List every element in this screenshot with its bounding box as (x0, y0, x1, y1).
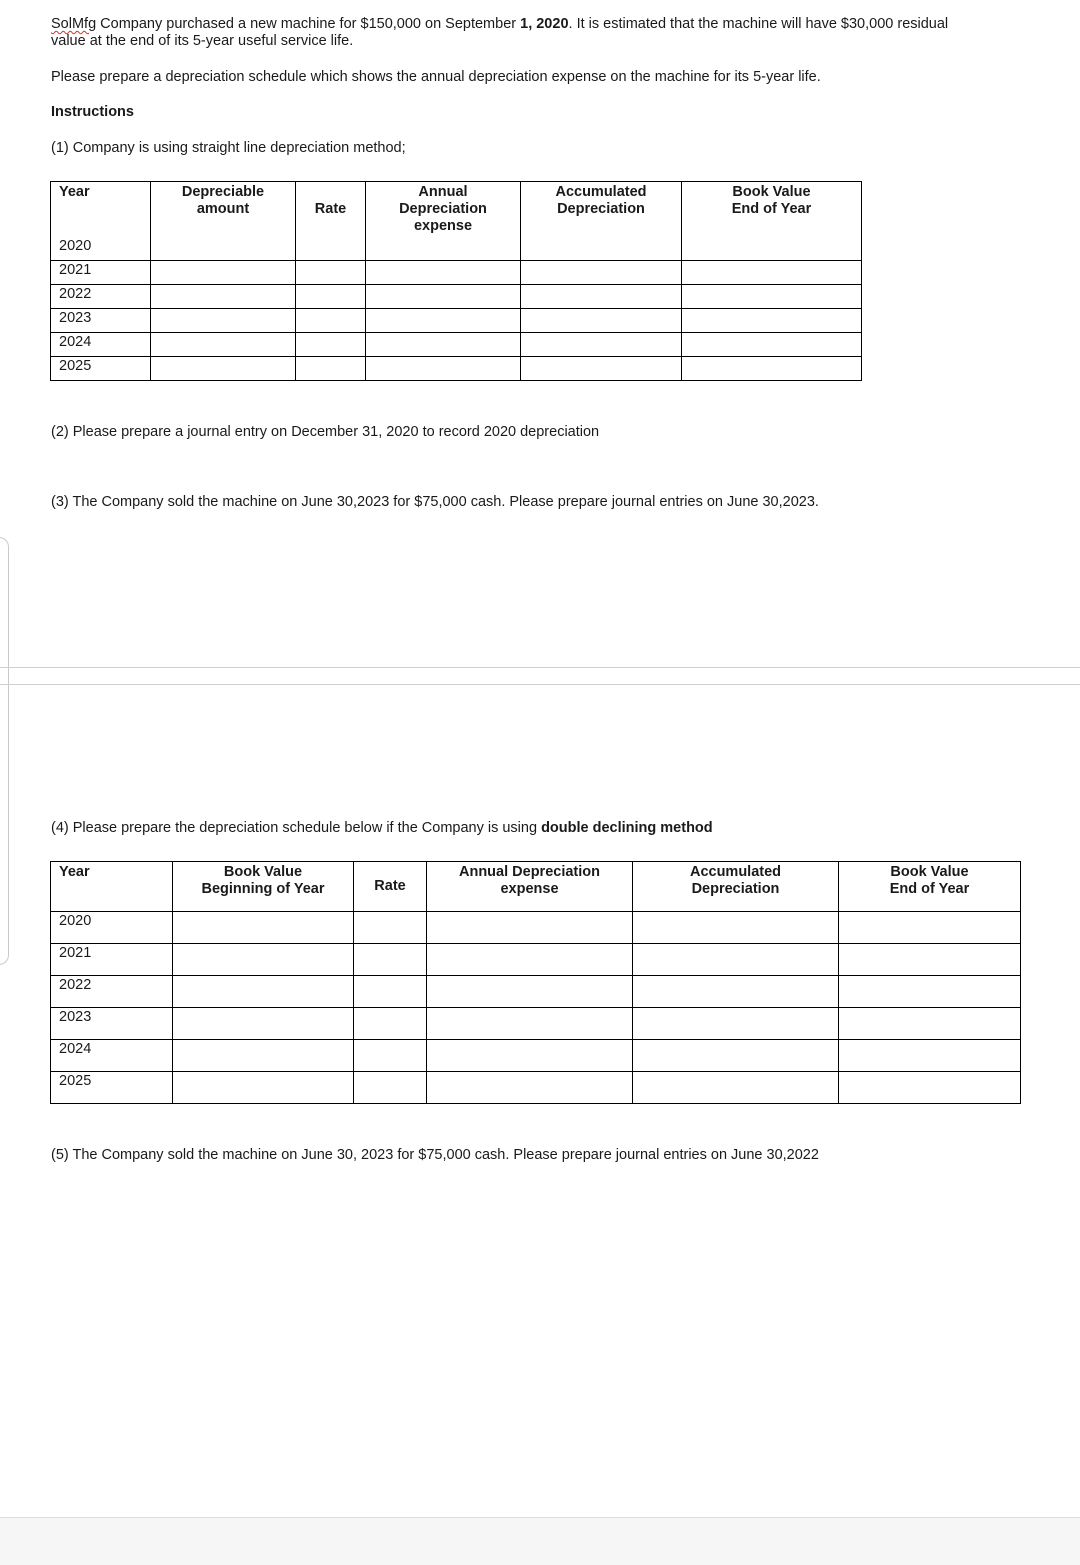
header-book-value-beginning: Book Value Beginning of Year (173, 862, 354, 912)
year-cell: 2021 (51, 944, 173, 976)
input-cell[interactable] (151, 333, 296, 357)
input-cell[interactable] (296, 309, 366, 333)
divider-line (0, 667, 1080, 668)
table-header-row (51, 862, 1021, 912)
year-cell: 2020 (51, 237, 151, 261)
input-cell[interactable] (296, 261, 366, 285)
input-cell[interactable] (354, 1008, 427, 1040)
input-cell[interactable] (839, 976, 1021, 1008)
input-cell[interactable] (354, 944, 427, 976)
input-cell[interactable] (296, 285, 366, 309)
input-cell[interactable] (151, 285, 296, 309)
input-cell[interactable] (354, 976, 427, 1008)
input-cell[interactable] (354, 1072, 427, 1104)
input-cell[interactable] (633, 944, 839, 976)
table-row (51, 237, 862, 261)
input-cell[interactable] (682, 309, 862, 333)
straight-line-schedule-table (50, 181, 862, 381)
input-cell[interactable] (682, 357, 862, 381)
year-cell: 2025 (51, 1072, 173, 1104)
year-cell: 2023 (51, 309, 151, 333)
input-cell[interactable] (521, 309, 682, 333)
input-cell[interactable] (296, 237, 366, 261)
question-1: (1) Company is using straight line depreciation method; (51, 140, 406, 156)
company-name: SolMfg (51, 16, 97, 32)
input-cell[interactable] (839, 944, 1021, 976)
year-cell: 2023 (51, 1008, 173, 1040)
year-cell: 2021 (51, 261, 151, 285)
table-row (51, 1040, 1021, 1072)
question-2: (2) Please prepare a journal entry on December 31, 2020 to record 2020 depreciation (51, 424, 600, 440)
table-row (51, 944, 1021, 976)
divider-line (0, 684, 1080, 685)
question-5: (5) The Company sold the machine on June 30, 2023 for $75,000 cash. Please prepare journal entries on June 30,2022 (51, 1147, 819, 1163)
input-cell[interactable] (366, 285, 521, 309)
header-rate: Rate (296, 182, 366, 238)
input-cell[interactable] (151, 357, 296, 381)
input-cell[interactable] (366, 333, 521, 357)
input-cell[interactable] (521, 237, 682, 261)
table-row (51, 309, 862, 333)
input-cell[interactable] (633, 912, 839, 944)
input-cell[interactable] (151, 237, 296, 261)
input-cell[interactable] (296, 357, 366, 381)
prompt-text: Please prepare a depreciation schedule which shows the annual depreciation expense on the machine for its 5-year life. (51, 69, 821, 85)
left-panel-frame (0, 537, 9, 965)
input-cell[interactable] (682, 237, 862, 261)
input-cell[interactable] (366, 309, 521, 333)
input-cell[interactable] (427, 1072, 633, 1104)
header-accumulated-depreciation: Accumulated Depreciation (633, 862, 839, 912)
input-cell[interactable] (173, 1040, 354, 1072)
input-cell[interactable] (427, 912, 633, 944)
header-annual-depreciation: Annual Depreciation expense (427, 862, 633, 912)
input-cell[interactable] (366, 357, 521, 381)
input-cell[interactable] (427, 944, 633, 976)
input-cell[interactable] (682, 285, 862, 309)
input-cell[interactable] (521, 357, 682, 381)
header-rate: Rate (354, 862, 427, 912)
double-declining-schedule-table (50, 861, 1021, 1104)
table-header-row (51, 182, 862, 238)
input-cell[interactable] (633, 976, 839, 1008)
input-cell[interactable] (633, 1072, 839, 1104)
year-cell: 2024 (51, 1040, 173, 1072)
header-year: Year (51, 862, 173, 912)
input-cell[interactable] (427, 1008, 633, 1040)
footer-band (0, 1517, 1080, 1565)
header-depreciable-amount: Depreciable amount (151, 182, 296, 238)
question-3: (3) The Company sold the machine on June 30,2023 for $75,000 cash. Please prepare journal entries on June 30,2023. (51, 494, 819, 510)
input-cell[interactable] (366, 261, 521, 285)
input-cell[interactable] (296, 333, 366, 357)
input-cell[interactable] (173, 912, 354, 944)
input-cell[interactable] (839, 1040, 1021, 1072)
input-cell[interactable] (633, 1008, 839, 1040)
input-cell[interactable] (354, 1040, 427, 1072)
input-cell[interactable] (839, 1072, 1021, 1104)
table-row (51, 912, 1021, 944)
input-cell[interactable] (521, 333, 682, 357)
year-cell: 2022 (51, 976, 173, 1008)
input-cell[interactable] (521, 285, 682, 309)
input-cell[interactable] (839, 912, 1021, 944)
table-row (51, 1072, 1021, 1104)
header-book-value-end: Book Value End of Year (839, 862, 1021, 912)
header-book-value-end: Book Value End of Year (682, 182, 862, 238)
input-cell[interactable] (151, 309, 296, 333)
input-cell[interactable] (366, 237, 521, 261)
question-4: (4) Please prepare the depreciation schedule below if the Company is using double declining method (51, 820, 713, 836)
input-cell[interactable] (151, 261, 296, 285)
input-cell[interactable] (173, 976, 354, 1008)
input-cell[interactable] (173, 1008, 354, 1040)
input-cell[interactable] (521, 261, 682, 285)
input-cell[interactable] (427, 976, 633, 1008)
table-row (51, 1008, 1021, 1040)
header-year: Year (51, 182, 151, 238)
table-row (51, 976, 1021, 1008)
table-row (51, 285, 862, 309)
input-cell[interactable] (633, 1040, 839, 1072)
input-cell[interactable] (682, 261, 862, 285)
header-accumulated-depreciation: Accumulated Depreciation (521, 182, 682, 238)
input-cell[interactable] (173, 1072, 354, 1104)
input-cell[interactable] (427, 1040, 633, 1072)
input-cell[interactable] (839, 1008, 1021, 1040)
input-cell[interactable] (682, 333, 862, 357)
year-cell: 2022 (51, 285, 151, 309)
instructions-heading: Instructions (51, 104, 134, 120)
table-row (51, 357, 862, 381)
header-annual-depreciation: Annual Depreciation expense (366, 182, 521, 238)
input-cell[interactable] (173, 944, 354, 976)
year-cell: 2024 (51, 333, 151, 357)
year-cell: 2020 (51, 912, 173, 944)
table-row (51, 333, 862, 357)
input-cell[interactable] (354, 912, 427, 944)
intro-paragraph: SolMfg Company purchased a new machine for $150,000 on September 1, 2020. It is estimated that the machine will have $30,000 residual value at the end of its 5-year useful service life. (51, 16, 949, 49)
table-row (51, 261, 862, 285)
year-cell: 2025 (51, 357, 151, 381)
